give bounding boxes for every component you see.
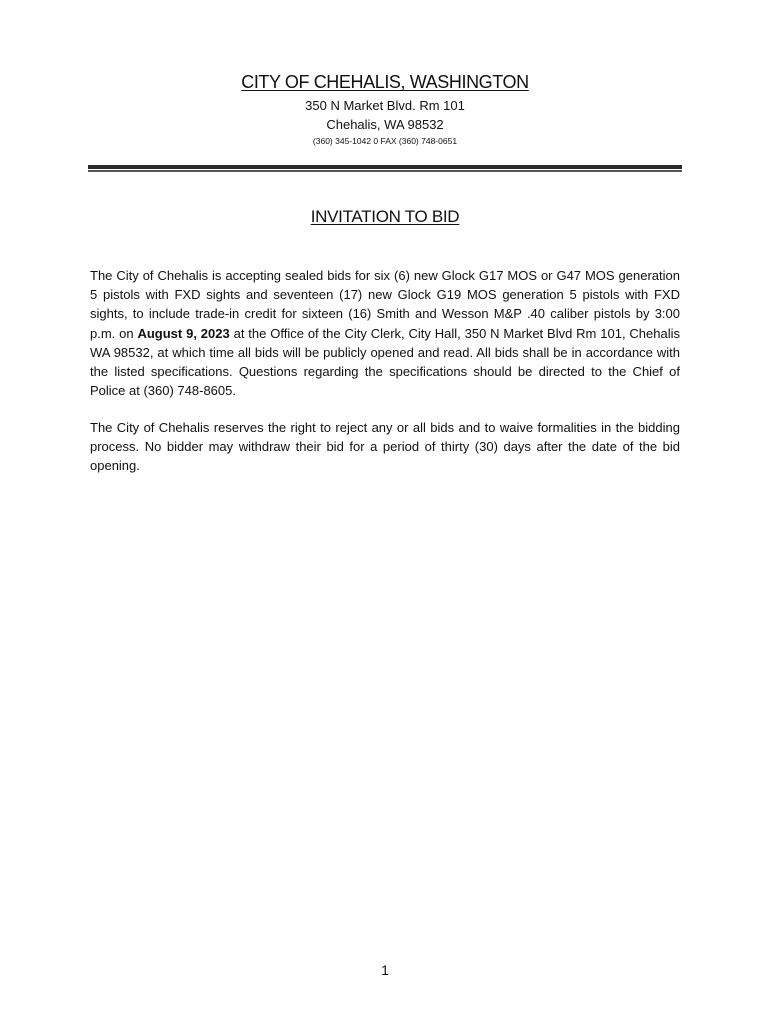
reservation-paragraph: The City of Chehalis reserves the right to reject any or all bids and to waive formalities in the bidding process. No bidder may withdraw their bid for a period of thirty (30) days after the date of the bid opening. <box>90 420 680 474</box>
organization-title: CITY OF CHEHALIS, WASHINGTON <box>241 72 529 92</box>
bid-details-paragraph <box>90 266 680 400</box>
bid-due-date: August 9, 2023 <box>137 325 230 341</box>
page-number: 1 <box>381 962 389 978</box>
bid-details-text-end: at the Office of the City Clerk, City Hall, 350 N Market Blvd Rm 101, Chehalis WA 98532, at which time all bids will be publicly opened and read. All bids shall be in accordance with the listed specifications. Questions regarding the specifications should be directed to the Chief of Police at (360) 748-8605. <box>90 325 680 399</box>
letterhead <box>0 68 770 148</box>
letterhead-divider-thick <box>88 165 682 169</box>
address-line-1: 350 N Market Blvd. Rm 101 <box>305 98 465 113</box>
document-heading: INVITATION TO BID <box>310 207 460 226</box>
address-line-2: Chehalis, WA 98532 <box>326 117 444 132</box>
phone-fax-line: (360) 345-1042 0 FAX (360) 748-0651 <box>312 136 458 146</box>
letterhead-divider-thin <box>88 170 682 172</box>
bid-details-text-start: The City of Chehalis is accepting sealed bids for six (6) new Glock G17 MOS or G47 MOS generation 5 pistols with FXD sights and seventeen (17) new Glock G19 MOS generation 5 pistols with FXD sights, to include trade-in credit for sixteen (16) Smith and Wesson M&P .40 caliber pistols by 3:00 p.m. on <box>90 268 680 341</box>
